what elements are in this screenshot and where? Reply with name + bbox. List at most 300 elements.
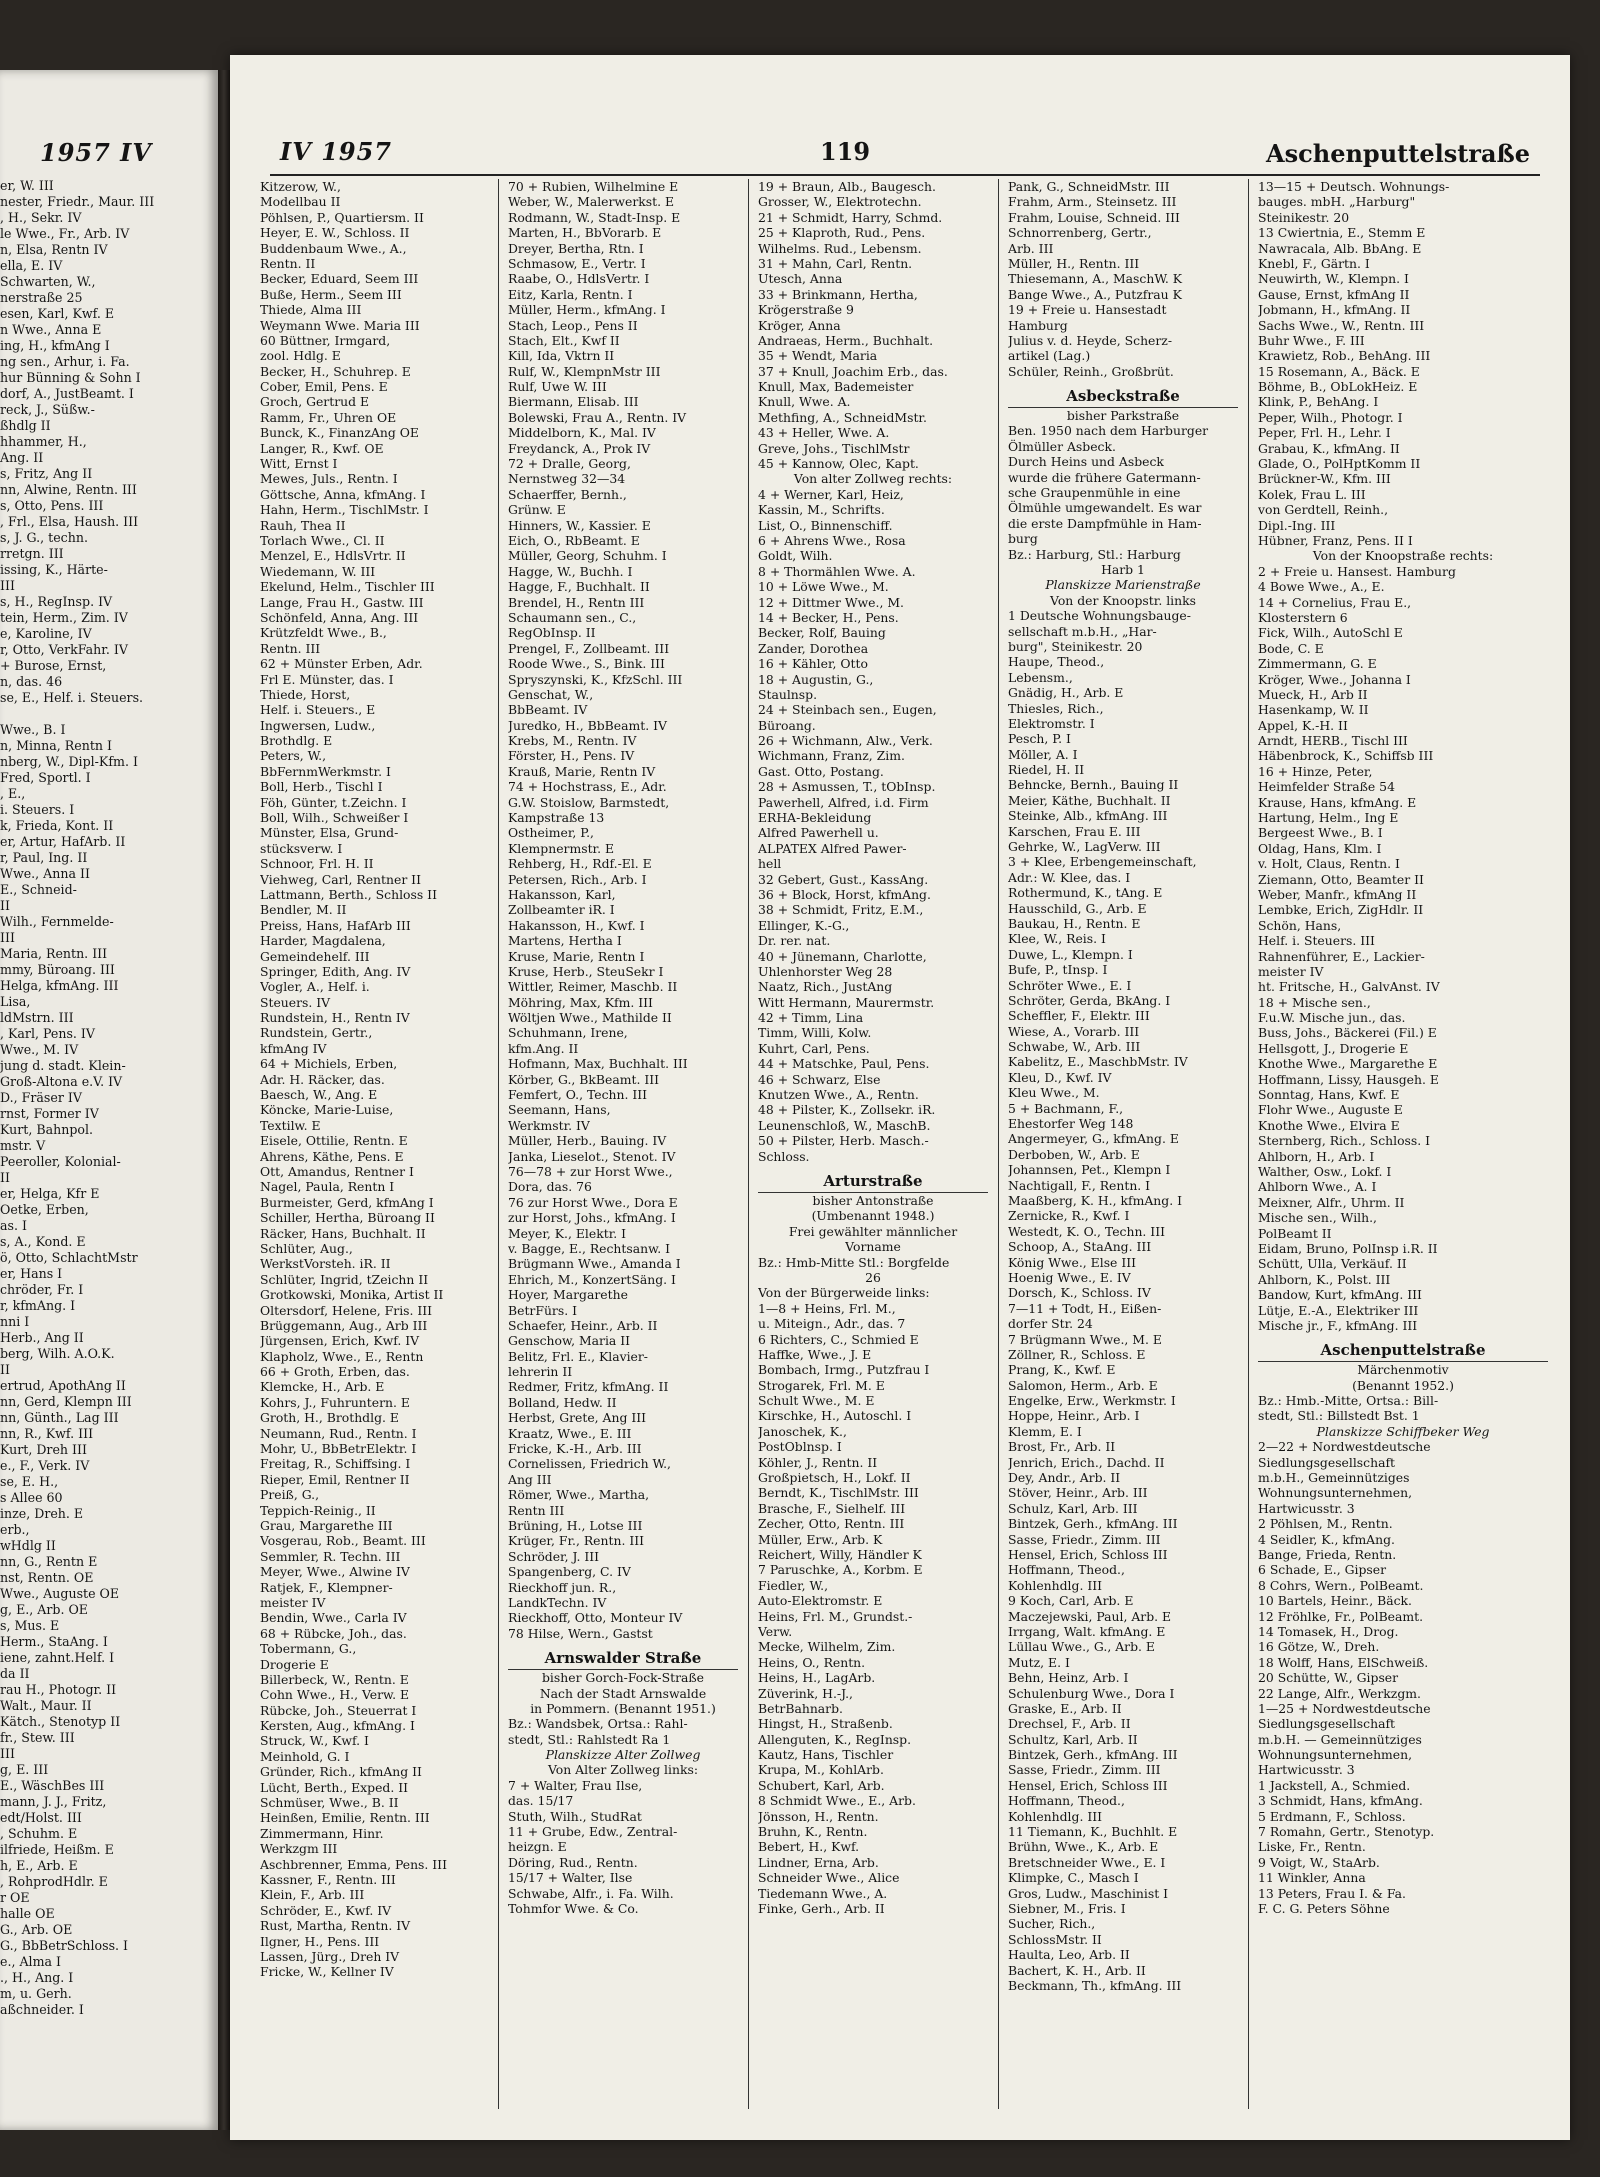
directory-entry: Femfert, O., Techn. III: [508, 1087, 648, 1103]
directory-entry: Appel, K.-H. II: [1258, 717, 1348, 733]
directory-entry: Ang III: [508, 1471, 552, 1487]
left-page-line: nester, Friedr., Maur. III: [0, 194, 155, 209]
directory-entry: Brüggemann, Aug., Arb III: [260, 1317, 428, 1333]
directory-entry: Schmasow, E., Vertr. I: [508, 255, 646, 271]
directory-entry: Bendin, Wwe., Carla IV: [260, 1610, 407, 1626]
directory-entry: Hoyer, Margarethe: [508, 1287, 628, 1303]
directory-entry: 72 + Dralle, Georg,: [508, 456, 631, 472]
directory-entry: Schröter Wwe., E. I: [1008, 977, 1132, 993]
left-page-line: Peeroller, Kolonial-: [0, 1154, 121, 1169]
directory-entry: Schwabe, Alfr., i. Fa. Wilh.: [508, 1885, 674, 1901]
directory-entry: Meyer, Wwe., Alwine IV: [260, 1564, 410, 1580]
directory-entry: Peper, Frl. H., Lehr. I: [1258, 425, 1391, 441]
directory-entry: Buss, Johs., Bäckerei (Fil.) E: [1258, 1025, 1437, 1041]
left-page-line: n, das. 46: [0, 674, 63, 689]
directory-entry: PolBeamt II: [1258, 1225, 1332, 1241]
directory-entry: Bendler, M. II: [260, 902, 347, 918]
directory-entry: Grosser, W., Elektrotechn.: [758, 194, 922, 210]
directory-entry: Julius v. d. Heyde, Scherz-: [1008, 332, 1173, 348]
directory-entry: 11 Winkler, Anna: [1258, 1870, 1366, 1886]
directory-entry: 14 + Cornelius, Frau E.,: [1258, 594, 1412, 610]
left-page-line: se, E. H.,: [0, 1474, 59, 1489]
directory-entry: Klimpke, C., Masch I: [1008, 1870, 1139, 1886]
directory-entry: Ölmühle umgewandelt. Es war: [1008, 500, 1202, 516]
directory-entry: Karschen, Frau E. III: [1008, 823, 1141, 839]
directory-entry: Berndt, K., TischlMstr. III: [758, 1485, 919, 1501]
directory-entry: Andraeas, Herm., Buchhalt.: [758, 332, 934, 348]
directory-entry: Martens, Hertha I: [508, 933, 622, 949]
directory-entry: Wittler, Reimer, Maschb. II: [508, 979, 678, 995]
directory-entry: Menzel, E., HdlsVrtr. II: [260, 548, 406, 564]
left-page-line: n, Elsa, Rentn IV: [0, 242, 108, 257]
directory-entry: Hinners, W., Kassier. E: [508, 517, 651, 533]
directory-entry: Aschbrenner, Emma, Pens. III: [260, 1856, 447, 1872]
directory-entry: 50 + Pilster, Herb. Masch.-: [758, 1133, 929, 1149]
directory-entry: 8 + Thormählen Wwe. A.: [758, 563, 916, 579]
directory-entry: Heins, H., LagArb.: [758, 1670, 876, 1686]
directory-entry: Thiesles, Rich.,: [1008, 700, 1104, 716]
directory-entry: Raabe, O., HdlsVertr. I: [508, 271, 650, 287]
left-page-line: Wwe., B. I: [0, 722, 66, 737]
street-note: Nach der Stadt Arnswalde: [539, 1685, 707, 1701]
directory-entry: 35 + Wendt, Maria: [758, 348, 878, 364]
left-page-line: , Frl., Elsa, Haush. III: [0, 514, 139, 529]
left-page-line: Ang. II: [0, 450, 44, 465]
directory-entry: Krüger, Fr., Rentn. III: [508, 1533, 644, 1549]
directory-entry: Prengel, F., Zollbeamt. III: [508, 640, 670, 656]
directory-entry: Haulta, Leo, Arb. II: [1008, 1947, 1130, 1963]
directory-entry: Beckmann, Th., kfmAng. III: [1008, 1977, 1182, 1993]
directory-entry: Schütt, Ulla, Verkäuf. II: [1258, 1256, 1407, 1272]
directory-entry: Uhlenhorster Weg 28: [758, 963, 893, 979]
column-divider: [498, 179, 499, 2109]
left-page-line: rnst, Former IV: [0, 1106, 99, 1121]
directory-entry: Kersten, Aug., kfmAng. I: [260, 1718, 415, 1734]
directory-entry: Wohnungsunternehmen,: [1258, 1485, 1413, 1501]
directory-entry: Janoschek, K.,: [758, 1423, 847, 1439]
plan-sketch-note: Planskizze Marienstraße: [1045, 577, 1201, 593]
directory-entry: 45 + Kannow, Olec, Kapt.: [758, 456, 919, 472]
directory-entry: 11 Tiemann, K., Buchhlt. E: [1008, 1824, 1178, 1840]
directory-entry: Sasse, Friedr., Zimm. III: [1008, 1762, 1161, 1778]
directory-entry: Müller, Georg, Schuhm. I: [508, 548, 667, 564]
directory-entry: Arb. III: [1008, 240, 1054, 256]
left-page-line: ö, Otto, SchlachtMstr: [0, 1250, 138, 1265]
directory-entry: 7 Paruschke, A., Korbm. E: [758, 1562, 923, 1578]
directory-entry: BbFernmWerkmstr. I: [260, 763, 391, 779]
directory-entry: Bunck, K., FinanzAng OE: [260, 425, 419, 441]
directory-entry: Föh, Günter, t.Zeichn. I: [260, 794, 407, 810]
directory-entry: Thiede, Horst,: [260, 686, 351, 702]
directory-entry: 7 + Walter, Frau Ilse,: [508, 1777, 643, 1793]
directory-entry: Eitz, Karla, Rentn. I: [508, 286, 633, 302]
directory-entry: Bz.: Wandsbek, Ortsa.: Rahl-: [508, 1716, 688, 1732]
street-note: (Benannt 1952.): [1352, 1377, 1454, 1393]
directory-entry: Dreyer, Bertha, Rtn. I: [508, 240, 644, 256]
directory-entry: Leunenschloß, W., MaschB.: [758, 1117, 931, 1133]
directory-entry: Sasse, Friedr., Zimm. III: [1008, 1531, 1161, 1547]
left-page-line: i. Steuers. I: [0, 802, 75, 817]
street-note: bisher Parkstraße: [1066, 408, 1180, 424]
directory-entry: 62 + Münster Erben, Adr.: [260, 656, 423, 672]
directory-entry: Großpietsch, H., Lokf. II: [758, 1470, 911, 1486]
directory-entry: Gehrke, W., LagVerw. III: [1008, 839, 1161, 855]
column-5: [1258, 179, 1548, 2119]
directory-entry: Jobmann, H., kfmAng. II: [1258, 302, 1411, 318]
directory-entry: Kautz, Hans, Tischler: [758, 1747, 894, 1763]
directory-entry: Kassner, F., Rentn. III: [260, 1871, 396, 1887]
directory-entry: 13 Peters, Frau I. & Fa.: [1258, 1885, 1406, 1901]
left-page-line: Fred, Sportl. I: [0, 770, 91, 785]
directory-entry: Maczejewski, Paul, Arb. E: [1008, 1608, 1172, 1624]
directory-entry: kfm.Ang. II: [508, 1040, 579, 1056]
directory-entry: Siedlungsgesellschaft: [1258, 1454, 1396, 1470]
directory-entry: Viehweg, Carl, Rentner II: [260, 871, 421, 887]
directory-entry: Rundstein, H., Rentn IV: [260, 1010, 410, 1026]
directory-entry: Redmer, Fritz, kfmAng. II: [508, 1379, 669, 1395]
left-page-line: II: [0, 1362, 10, 1377]
directory-entry: Kruse, Marie, Rentn I: [508, 948, 645, 964]
directory-entry: Sonntag, Hans, Kwf. E: [1258, 1087, 1400, 1103]
directory-entry: Rahnenführer, E., Lackier-: [1258, 948, 1425, 964]
directory-entry: Müller, Herb., Bauing. IV: [508, 1133, 667, 1149]
directory-entry: 66 + Groth, Erben, das.: [260, 1364, 410, 1380]
left-page-line: D., Fräser IV: [0, 1090, 82, 1105]
directory-entry: Heins, Frl. M., Grundst.-: [758, 1608, 913, 1624]
directory-entry: Methfing, A., SchneidMstr.: [758, 409, 927, 425]
directory-entry: Fricke, W., Kellner IV: [260, 1964, 394, 1980]
directory-entry: Lütje, E.-A., Elektriker III: [1258, 1302, 1419, 1318]
directory-entry: Rust, Martha, Rentn. IV: [260, 1918, 411, 1934]
directory-entry: Bufe, P., tInsp. I: [1008, 962, 1108, 978]
directory-entry: 78 Hilse, Wern., Gastst: [508, 1625, 653, 1641]
directory-entry: Brückner-W., Kfm. III: [1258, 471, 1391, 487]
left-page-line: , Schuhm. E: [0, 1826, 78, 1841]
directory-entry: Tobermann, G.,: [260, 1641, 357, 1657]
directory-entry: 7 Brügmann Wwe., M. E: [1008, 1331, 1162, 1347]
directory-entry: Ilgner, H., Pens. III: [260, 1933, 380, 1949]
directory-entry: ERHA-Bekleidung: [758, 810, 872, 826]
directory-entry: Hoppe, Heinr., Arb. I: [1008, 1408, 1140, 1424]
left-page-line: Kätch., Stenotyp II: [0, 1714, 121, 1729]
left-page-line: s, Otto, Pens. III: [0, 498, 104, 513]
directory-entry: Ehestorfer Weg 148: [1008, 1116, 1134, 1132]
left-page-line: s Allee 60: [0, 1490, 63, 1505]
directory-entry: 18 Wolff, Hans, ElSchweiß.: [1258, 1654, 1429, 1670]
directory-entry: Bode, C. E: [1258, 640, 1324, 656]
left-page-line: , RohprodHdlr. E: [0, 1874, 108, 1889]
directory-entry: Fricke, K.-H., Arb. III: [508, 1441, 642, 1457]
directory-entry: stücksverw. I: [260, 840, 343, 856]
directory-entry: Reichert, Willy, Händler K: [758, 1546, 922, 1562]
directory-entry: RegObInsp. II: [508, 625, 596, 641]
left-page-line: + Burose, Ernst,: [0, 658, 107, 673]
left-page-line: G., Arb. OE: [0, 1922, 73, 1937]
left-page-line: k, Frieda, Kont. II: [0, 818, 114, 833]
directory-entry: Brendel, H., Rentn III: [508, 594, 645, 610]
directory-entry: Schröder, J. III: [508, 1548, 600, 1564]
directory-entry: das. 15/17: [508, 1793, 574, 1809]
directory-entry: Drechsel, F., Arb. II: [1008, 1716, 1131, 1732]
directory-entry: Hingst, H., Straßenb.: [758, 1716, 893, 1732]
street-note: Vorname: [845, 1239, 901, 1255]
directory-entry: Behn, Heinz, Arb. I: [1008, 1670, 1129, 1686]
directory-entry: Lüllau Wwe., G., Arb. E: [1008, 1639, 1155, 1655]
directory-entry: Rieper, Emil, Rentner II: [260, 1471, 410, 1487]
left-page-line: s, A., Kond. E: [0, 1234, 86, 1249]
directory-entry: Zimmermann, Hinr.: [260, 1825, 384, 1841]
directory-entry: Biermann, Elisab. III: [508, 394, 639, 410]
directory-entry: 14 Tomasek, H., Drog.: [1258, 1623, 1399, 1639]
directory-entry: 4 + Werner, Karl, Heiz,: [758, 486, 904, 502]
directory-entry: Steuers. IV: [260, 994, 331, 1010]
directory-entry: ht. Fritsche, H., GalvAnst. IV: [1258, 979, 1440, 995]
left-page-line: nn, Günth., Lag III: [0, 1410, 119, 1425]
directory-entry: Jürgensen, Erich, Kwf. IV: [260, 1333, 420, 1349]
left-page-line: , H., Sekr. IV: [0, 210, 82, 225]
left-page-line: chröder, Fr. I: [0, 1282, 84, 1297]
directory-entry: Nachtigall, F., Rentn. I: [1008, 1177, 1151, 1193]
directory-entry: Bange Wwe., A., Putzfrau K: [1008, 286, 1182, 302]
directory-entry: 48 + Pilster, K., Zollsekr. iR.: [758, 1102, 936, 1118]
left-page-line: r, kfmAng. I: [0, 1298, 76, 1313]
left-page-line: erb.,: [0, 1522, 30, 1537]
directory-entry: Thiesemann, A., MaschW. K: [1008, 271, 1183, 287]
directory-entry: Kuhrt, Carl, Pens.: [758, 1040, 870, 1056]
directory-entry: Schultz, Karl, Arb. II: [1008, 1731, 1138, 1747]
directory-entry: Langer, R., Kwf. OE: [260, 440, 384, 456]
directory-entry: Knothe Wwe., Elvira E: [1258, 1117, 1400, 1133]
left-page-line: esen, Karl, Kwf. E: [0, 306, 115, 321]
left-page-line: III: [0, 1746, 15, 1761]
directory-entry: Körber, G., BkBeamt. III: [508, 1071, 660, 1087]
left-page-line: s, Mus. E: [0, 1618, 60, 1633]
directory-entry: Büroang.: [758, 717, 816, 733]
street-note: Von Alter Zollweg links:: [547, 1762, 699, 1778]
directory-entry: Ehrich, M., KonzertSäng. I: [508, 1271, 676, 1287]
directory-entry: BbBeamt. IV: [508, 702, 588, 718]
left-page-line: ella, E. IV: [0, 258, 63, 273]
directory-entry: Semmler, R. Techn. III: [260, 1548, 401, 1564]
directory-entry: Lindner, Erna, Arb.: [758, 1854, 879, 1870]
directory-entry: Freitag, R., Schiffsing. I: [260, 1456, 411, 1472]
directory-entry: Hofmann, Max, Buchhalt. III: [508, 1056, 688, 1072]
directory-entry: Ellinger, K.-G.,: [758, 917, 850, 933]
directory-entry: Kirschke, H., Autoschl. I: [758, 1408, 912, 1424]
directory-entry: Adr.: W. Klee, das. I: [1008, 869, 1131, 885]
directory-entry: 3 + Klee, Erbengemeinschaft,: [1008, 854, 1197, 870]
directory-entry: 70 + Rubien, Wilhelmine E: [508, 179, 679, 194]
street-title: Arturstraße: [758, 1170, 988, 1193]
directory-entry: Schlüter, Aug.,: [260, 1240, 353, 1256]
directory-entry: Hartwicusstr. 3: [1258, 1500, 1355, 1516]
directory-entry: Köhler, J., Rentn. II: [758, 1454, 878, 1470]
left-page-line: r, Otto, VerkFahr. IV: [0, 642, 128, 657]
directory-entry: Schloss.: [758, 1148, 810, 1164]
directory-entry: Schulenburg Wwe., Dora I: [1008, 1685, 1175, 1701]
directory-entry: Pank, G., SchneidMstr. III: [1008, 179, 1170, 194]
directory-entry: Hamburg: [1008, 317, 1068, 333]
directory-entry: 24 + Steinbach sen., Eugen,: [758, 702, 937, 718]
directory-entry: Goldt, Wilh.: [758, 548, 833, 564]
directory-entry: Naatz, Rich., JustAng: [758, 979, 893, 995]
directory-entry: Billerbeck, W., Rentn. E: [260, 1671, 409, 1687]
directory-entry: Weber, Manfr., kfmAng II: [1258, 886, 1417, 902]
street-note: Märchenmotiv: [1357, 1362, 1449, 1378]
directory-entry: Ahlborn, K., Polst. III: [1258, 1271, 1391, 1287]
directory-entry: Krupa, M., KohlArb.: [758, 1762, 884, 1778]
directory-entry: Middelborn, K., Mal. IV: [508, 425, 656, 441]
directory-entry: Bintzek, Gerh., kfmAng. III: [1008, 1747, 1178, 1763]
directory-entry: Becker, H., Schuhrep. E: [260, 363, 411, 379]
directory-entry: Helf. i. Steuers., E: [260, 702, 376, 718]
directory-entry: Preiß, G.,: [260, 1487, 320, 1503]
directory-entry: Ziemann, Otto, Beamter II: [1258, 871, 1424, 887]
left-page-line: da II: [0, 1666, 30, 1681]
directory-entry: Knull, Wwe. A.: [758, 394, 851, 410]
directory-entry: Struck, W., Kwf. I: [260, 1733, 369, 1749]
directory-entry: Nawracala, Alb. BbAng. E: [1258, 240, 1422, 256]
directory-entry: Heinßen, Emilie, Rentn. III: [260, 1810, 430, 1826]
directory-entry: 5 + Bachmann, F.,: [1008, 1100, 1124, 1116]
directory-entry: Kleu Wwe., M.: [1008, 1085, 1100, 1101]
directory-entry: 20 Schütte, W., Gipser: [1258, 1670, 1399, 1686]
directory-entry: m.b.H., Gemeinnütziges: [1258, 1470, 1410, 1486]
directory-entry: Lattmann, Berth., Schloss II: [260, 886, 437, 902]
directory-entry: Vosgerau, Rob., Beamt. III: [260, 1533, 426, 1549]
directory-entry: 19 + Freie u. Hansestadt: [1008, 302, 1167, 318]
directory-entry: Spryszynski, K., KfzSchl. III: [508, 671, 683, 687]
left-page-line: II: [0, 1170, 10, 1185]
left-page-line: G., BbBetrSchloss. I: [0, 1938, 129, 1953]
directory-entry: Tohmfor Wwe. & Co.: [508, 1900, 639, 1916]
directory-entry: 40 + Jünemann, Charlotte,: [758, 948, 927, 964]
column-divider: [748, 179, 749, 2109]
directory-entry: Weymann Wwe. Maria III: [260, 317, 420, 333]
directory-entry: Von der Bürgerweide links:: [758, 1285, 930, 1301]
directory-entry: Grünw. E: [508, 502, 566, 518]
left-page-line: berg, Wilh. A.O.K.: [0, 1346, 115, 1361]
directory-entry: Kleu, D., Kwf. IV: [1008, 1069, 1112, 1085]
directory-entry: Meinhold, G. I: [260, 1748, 350, 1764]
directory-entry: 2 Pöhlsen, M., Rentn.: [1258, 1516, 1393, 1532]
directory-entry: Rodmann, W., Stadt-Insp. E: [508, 209, 681, 225]
street-title: Aschenputtelstraße: [1258, 1339, 1548, 1362]
directory-entry: von Gerdtell, Reinh.,: [1258, 502, 1389, 518]
directory-entry: Ostheimer, P.,: [508, 825, 594, 841]
directory-entry: Werkmstr. IV: [508, 1117, 590, 1133]
directory-entry: Räcker, Hans, Buchhalt. II: [260, 1225, 426, 1241]
left-page-line: Wwe., Auguste OE: [0, 1586, 120, 1601]
directory-entry: Hensel, Erich, Schloss III: [1008, 1777, 1168, 1793]
directory-entry: G.W. Stoislow, Barmstedt,: [508, 794, 670, 810]
left-page-line: [0, 706, 210, 722]
directory-entry: 44 + Matschke, Paul, Pens.: [758, 1056, 930, 1072]
directory-entry: 38 + Schmidt, Fritz, E.M.,: [758, 902, 924, 918]
column-1: [260, 179, 490, 2119]
directory-entry: 1—25 + Nordwestdeutsche: [1258, 1700, 1431, 1716]
directory-entry: Steinikestr. 20: [1258, 209, 1350, 225]
left-page-line: s, Fritz, Ang II: [0, 466, 93, 481]
directory-entry: Hoffmann, Theod.,: [1008, 1793, 1125, 1809]
header-rule: [270, 174, 1540, 176]
directory-entry: Schuhmann, Irene,: [508, 1025, 628, 1041]
directory-entry: Brothdlg. E: [260, 733, 333, 749]
directory-entry: Auto-Elektromstr. E: [758, 1593, 883, 1609]
left-page-line: III: [0, 578, 15, 593]
directory-entry: 19 + Braun, Alb., Baugesch.: [758, 179, 936, 194]
left-page-line: le Wwe., Fr., Arb. IV: [0, 226, 130, 241]
directory-entry: Werkzgm III: [260, 1841, 338, 1857]
directory-entry: 46 + Schwarz, Else: [758, 1071, 881, 1087]
directory-entry: LandkTechn. IV: [508, 1594, 607, 1610]
directory-entry: Johannsen, Pet., Klempn I: [1008, 1162, 1171, 1178]
directory-entry: Jönsson, H., Rentn.: [758, 1808, 879, 1824]
directory-entry: 32 Gebert, Gust., KassAng.: [758, 871, 929, 887]
directory-entry: List, O., Binnenschiff.: [758, 517, 893, 533]
directory-entry: Bz.: Hmb.-Mitte, Ortsa.: Bill-: [1258, 1393, 1439, 1409]
directory-entry: 60 Büttner, Irmgard,: [260, 332, 391, 348]
directory-entry: Bruhn, K., Rentn.: [758, 1824, 868, 1840]
directory-entry: Oltersdorf, Helene, Fris. III: [260, 1302, 433, 1318]
directory-entry: Neumann, Rud., Rentn. I: [260, 1425, 417, 1441]
directory-entry: Grotkowski, Monika, Artist II: [260, 1287, 444, 1303]
directory-entry: 4 Bowe Wwe., A., E.: [1258, 579, 1385, 595]
directory-entry: wurde die frühere Gatermann-: [1008, 469, 1201, 485]
left-page-line: ing, H., kfmAng I: [0, 338, 110, 353]
directory-entry: 31 + Mahn, Carl, Rentn.: [758, 255, 913, 271]
directory-entry: Förster, H., Pens. IV: [508, 748, 635, 764]
directory-entry: Müller, Erw., Arb. K: [758, 1531, 883, 1547]
directory-entry: Rehberg, H., Rdf.-El. E: [508, 856, 652, 872]
left-page-header: 1957 IV: [40, 138, 152, 167]
directory-entry: 64 + Michiels, Erben,: [260, 1056, 398, 1072]
street-note: Harb 1: [1101, 561, 1145, 577]
left-page-line: s, J. G., techn.: [0, 530, 88, 545]
directory-entry: 2—22 + Nordwestdeutsche: [1258, 1439, 1431, 1455]
left-page-line: E., Schneid-: [0, 882, 77, 897]
left-page-line: fr., Stew. III: [0, 1730, 75, 1745]
directory-entry: Göttsche, Anna, kfmAng. I: [260, 486, 426, 502]
directory-entry: Grau, Margarethe III: [260, 1517, 393, 1533]
directory-entry: Sachs Wwe., W., Rentn. III: [1258, 317, 1425, 333]
volume-header: IV 1957: [280, 137, 392, 166]
directory-entry: Hellsgott, J., Drogerie E: [1258, 1040, 1409, 1056]
directory-entry: Kohlenhdlg. III: [1008, 1577, 1103, 1593]
street-note: Von der Knoopstraße rechts:: [1312, 548, 1494, 564]
directory-entry: Ahrens, Käthe, Pens. E: [260, 1148, 404, 1164]
directory-entry: Ben. 1950 nach dem Harburger: [1008, 423, 1209, 439]
left-page-line: nn, Alwine, Rentn. III: [0, 482, 137, 497]
directory-entry: 43 + Heller, Wwe. A.: [758, 425, 890, 441]
directory-entry: Torlach Wwe., Cl. II: [260, 532, 385, 548]
left-page-line: er, Artur, HafArb. II: [0, 834, 126, 849]
left-page-line: se, E., Helf. i. Steuers.: [0, 690, 144, 705]
directory-entry: Groth, H., Brothdlg. E: [260, 1410, 399, 1426]
directory-entry: Grabau, K., kfmAng. II: [1258, 440, 1400, 456]
directory-entry: Alfred Pawerhell u.: [758, 825, 879, 841]
directory-entry: Juredko, H., BbBeamt. IV: [508, 717, 667, 733]
directory-entry: 21 + Schmidt, Harry, Schmd.: [758, 209, 943, 225]
directory-entry: Lassen, Jürg., Dreh IV: [260, 1948, 400, 1964]
directory-entry: Nernstweg 32—34: [508, 471, 626, 487]
directory-entry: meister IV: [1258, 963, 1324, 979]
directory-entry: Schoop, A., StaAng. III: [1008, 1239, 1152, 1255]
directory-entry: Siedlungsgesellschaft: [1258, 1716, 1396, 1732]
directory-entry: Köncke, Marie-Luise,: [260, 1102, 394, 1118]
directory-entry: Klempnermstr. E: [508, 840, 615, 856]
directory-entry: Maaßberg, K. H., kfmAng. I: [1008, 1193, 1182, 1208]
